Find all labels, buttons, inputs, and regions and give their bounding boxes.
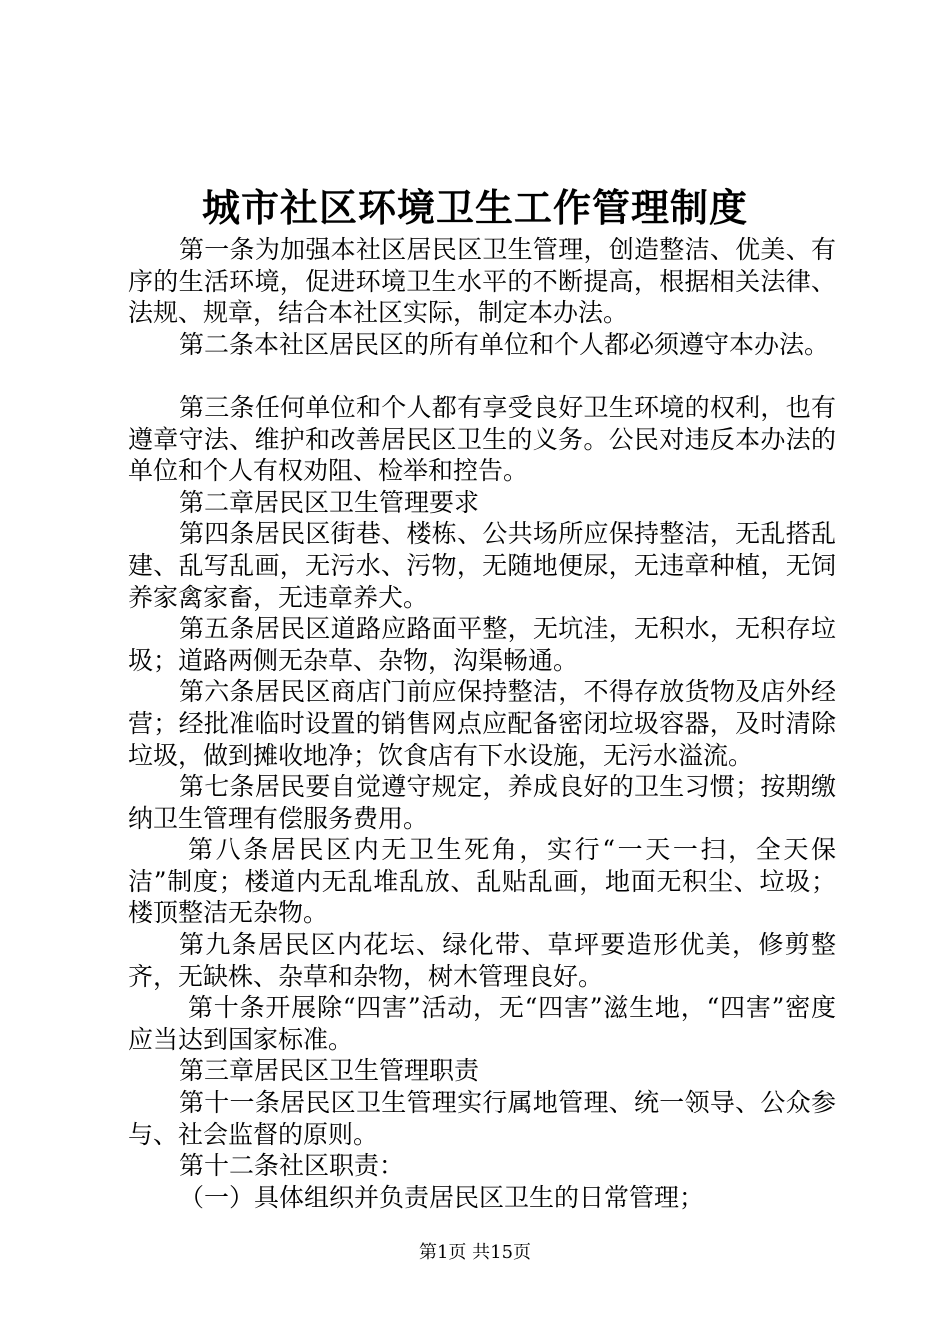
article-5-paragraph: 第五条居民区道路应路面平整，无坑洼，无积水，无积存垃圾；道路两侧无杂草、杂物，沟渠畅通。 [128,614,836,675]
page-number-footer: 第1页 共15页 [418,1242,532,1263]
article-8-paragraph: 第八条居民区内无卫生死角，实行“一天一扫，全天保洁”制度；楼道内无乱堆乱放、乱贴乱画，地面无积尘、垃圾；楼顶整洁无杂物。 [128,835,836,928]
chapter-2-heading: 第二章居民区卫生管理要求 [179,487,480,517]
article-2-paragraph: 第二条本社区居民区的所有单位和个人都必须遵守本办法。 [179,329,830,359]
article-1-paragraph: 第一条为加强本社区居民区卫生管理，创造整洁、优美、有序的生活环境，促进环境卫生水平的不断提高，根据相关法律、法规、规章，结合本社区实际，制定本办法。 [128,235,836,328]
chapter-3-heading: 第三章居民区卫生管理职责 [179,1056,480,1086]
article-3-paragraph: 第三条任何单位和个人都有享受良好卫生环境的权利，也有遵章守法、维护和改善居民区卫生的义务。公民对违反本办法的单位和个人有权劝阻、检举和控告。 [128,392,836,486]
article-12-item-1: （一）具体组织并负责居民区卫生的日常管理； [179,1182,705,1212]
document-body [128,234,836,1213]
article-9-paragraph: 第九条居民区内花坛、绿化带、草坪要造形优美，修剪整齐，无缺株、杂草和杂物，树木管理良好。 [128,930,836,991]
article-12-paragraph: 第十二条社区职责： [179,1151,405,1181]
article-4-paragraph: 第四条居民区街巷、楼栋、公共场所应保持整洁，无乱搭乱建、乱写乱画，无污水、污物，无随地便尿，无违章种植，无饲养家禽家畜，无违章养犬。 [128,519,836,612]
document-title: 城市社区环境卫生工作管理制度 [201,185,748,230]
article-10-paragraph: 第十条开展除“四害”活动，无“四害”滋生地，“四害”密度应当达到国家标准。 [128,993,836,1054]
article-7-paragraph: 第七条居民要自觉遵守规定，养成良好的卫生习惯；按期缴纳卫生管理有偿服务费用。 [128,772,836,833]
article-11-paragraph: 第十一条居民区卫生管理实行属地管理、统一领导、公众参与、社会监督的原则。 [128,1088,836,1149]
article-6-paragraph: 第六条居民区商店门前应保持整洁，不得存放货物及店外经营；经批准临时设置的销售网点应配备密闭垃圾容器，及时清除垃圾，做到摊收地净；饮食店有下水设施，无污水溢流。 [128,677,836,770]
